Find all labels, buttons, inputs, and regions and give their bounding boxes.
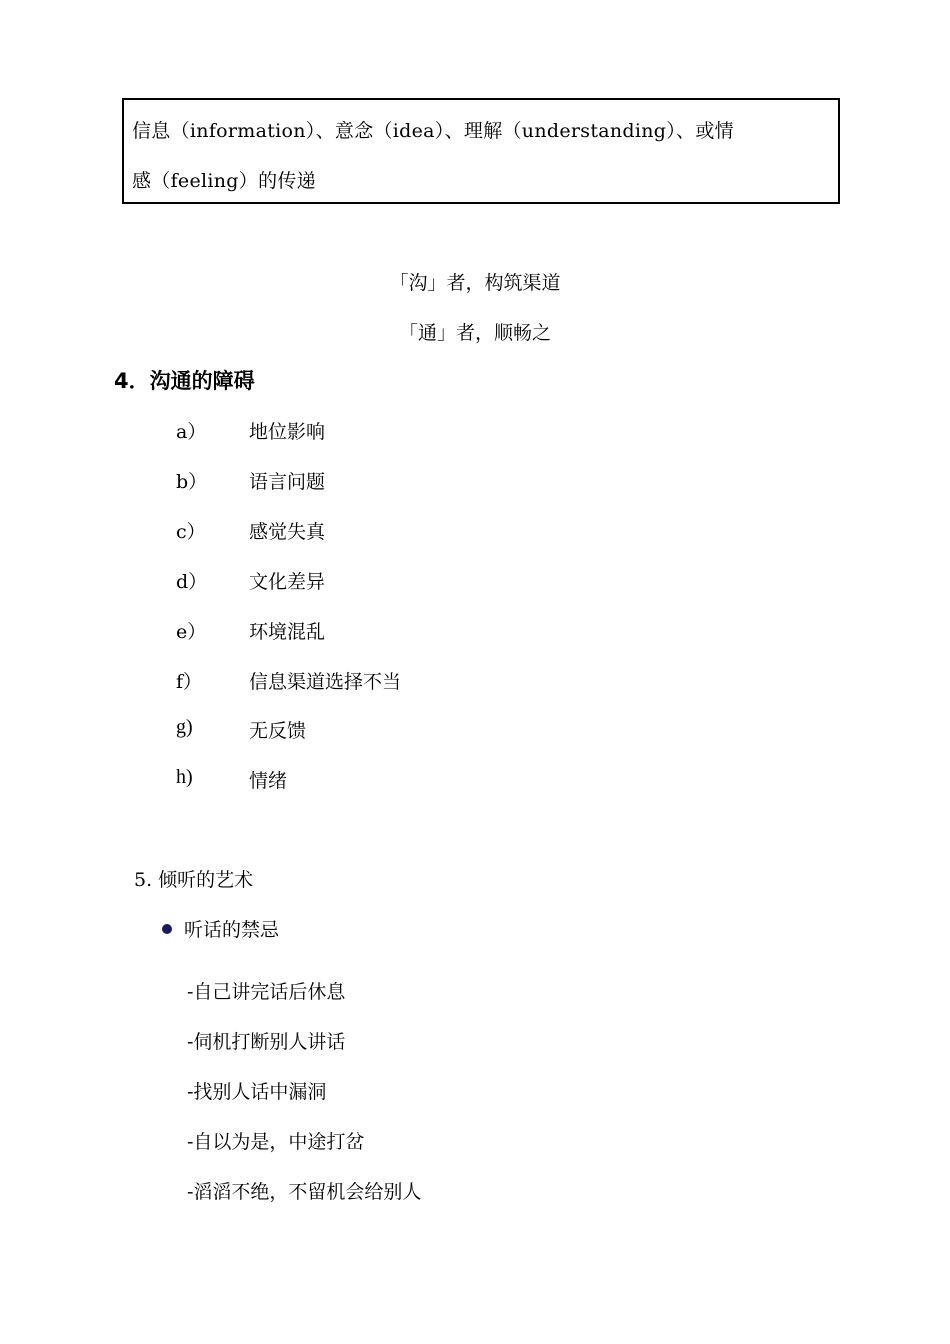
list-item-text: 无反馈 bbox=[249, 720, 307, 742]
list-item-text: 信息渠道选择不当 bbox=[249, 671, 402, 693]
list-item-text: 地位影响 bbox=[249, 421, 326, 443]
list-marker: g) bbox=[176, 716, 193, 738]
list-item-text: 感觉失真 bbox=[249, 521, 326, 543]
definition-line-1: 信息（information）、意念（idea）、理解（understanding）、或情 bbox=[132, 120, 734, 142]
section-4-heading: 4．沟通的障碍 bbox=[114, 369, 255, 393]
taboo-item: -自己讲完话后休息 bbox=[187, 981, 346, 1003]
list-marker: d） bbox=[176, 571, 208, 593]
bullet-item-text: 听话的禁忌 bbox=[184, 919, 280, 941]
taboo-item: -自以为是，中途打岔 bbox=[187, 1131, 365, 1153]
list-marker: b） bbox=[176, 471, 208, 493]
list-item-text: 情绪 bbox=[249, 770, 288, 792]
taboo-item: -找别人话中漏洞 bbox=[187, 1081, 327, 1103]
meaning-line-tong: 「通」者，顺畅之 bbox=[398, 322, 551, 344]
list-item-text: 语言问题 bbox=[249, 471, 326, 493]
bullet-dot-icon bbox=[162, 924, 172, 934]
definition-line-2: 感（feeling）的传递 bbox=[132, 170, 316, 192]
taboo-item: -伺机打断别人讲话 bbox=[187, 1031, 346, 1053]
list-item-text: 环境混乱 bbox=[249, 621, 326, 643]
list-marker: e） bbox=[176, 621, 207, 643]
list-item-text: 文化差异 bbox=[249, 571, 326, 593]
meaning-line-gou: 「沟」者，构筑渠道 bbox=[389, 272, 561, 294]
taboo-item: -滔滔不绝，不留机会给别人 bbox=[187, 1181, 422, 1203]
list-marker: h) bbox=[176, 766, 193, 788]
definition-box bbox=[122, 98, 840, 204]
list-marker: c） bbox=[176, 521, 206, 543]
section-5-heading: 5. 倾听的艺术 bbox=[134, 869, 254, 891]
list-marker: a） bbox=[176, 421, 207, 443]
list-marker: f） bbox=[176, 671, 203, 693]
